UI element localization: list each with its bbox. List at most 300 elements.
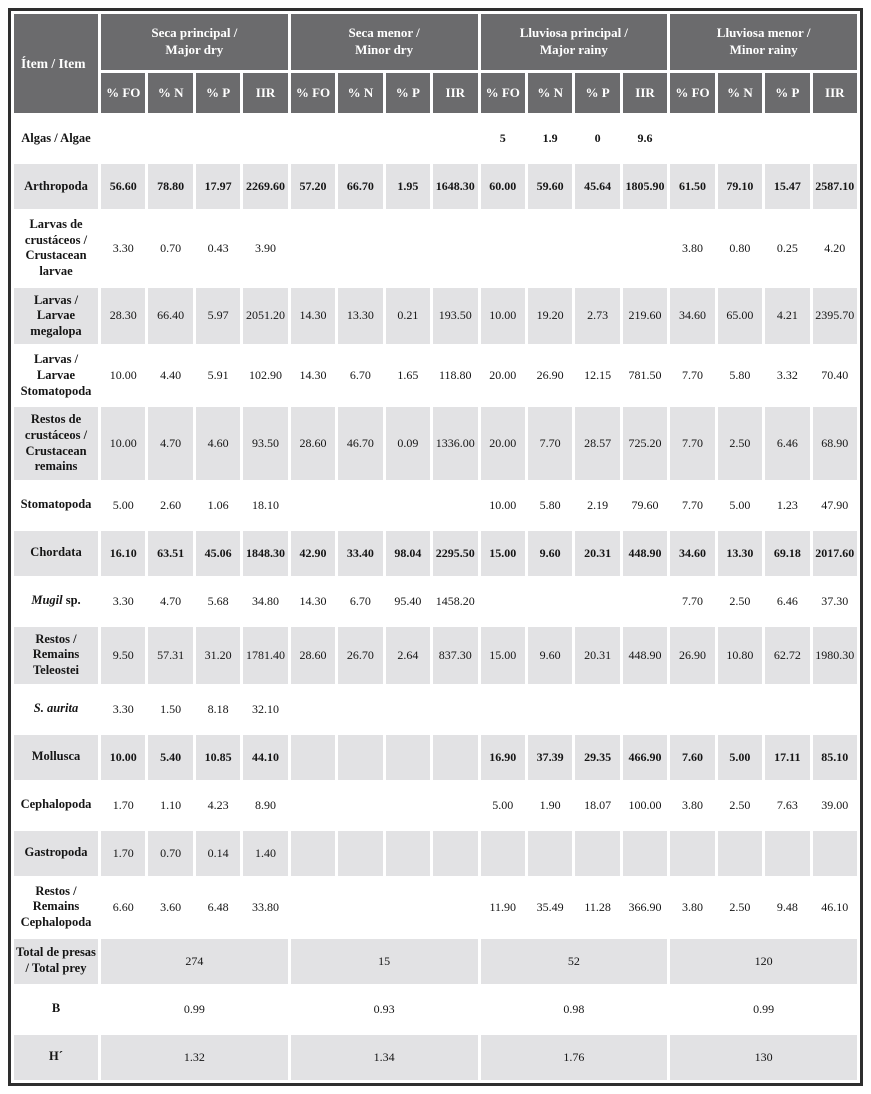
data-cell: 7.70 [670,483,714,528]
data-cell: 5.00 [101,483,145,528]
data-cell: 0.09 [386,407,430,480]
data-cell [623,579,667,624]
data-cell: 9.6 [623,116,667,161]
data-cell: 3.80 [670,879,714,936]
season-group-header [670,14,857,70]
item-label: Restos / Remains Teleostei [14,627,98,684]
data-cell [338,879,382,936]
merged-season-value: 0.93 [291,987,478,1032]
data-cell: 26.90 [528,347,572,404]
season-group-header [481,14,668,70]
data-cell: 28.57 [575,407,619,480]
data-cell: 10.00 [101,735,145,780]
data-cell: 2.64 [386,627,430,684]
merged-season-value: 0.99 [670,987,857,1032]
season-group-header [291,14,478,70]
data-cell: 1.50 [148,687,192,732]
data-cell: 2295.50 [433,531,477,576]
metric-column-header: % FO [291,73,335,113]
data-cell: 33.40 [338,531,382,576]
diet-table [8,8,863,1086]
data-cell: 1781.40 [243,627,287,684]
item-label: Restos de crustáceos / Crustacean remains [14,407,98,480]
metric-column-header: % N [338,73,382,113]
data-cell [575,579,619,624]
data-cell: 45.64 [575,164,619,209]
data-cell [528,687,572,732]
merged-season-value: 1.34 [291,1035,478,1080]
data-cell: 0.70 [148,212,192,285]
data-cell: 34.60 [670,531,714,576]
data-cell [148,116,192,161]
data-cell [623,831,667,876]
data-cell: 15.47 [765,164,809,209]
data-cell: 17.11 [765,735,809,780]
data-cell: 16.10 [101,531,145,576]
data-cell: 7.70 [670,579,714,624]
data-cell [575,687,619,732]
data-cell: 9.50 [101,627,145,684]
data-cell: 20.31 [575,627,619,684]
data-cell [765,687,809,732]
metric-column-header: IIR [243,73,287,113]
data-cell: 5.68 [196,579,240,624]
data-cell: 466.90 [623,735,667,780]
data-cell [338,212,382,285]
data-cell: 98.04 [386,531,430,576]
data-cell [291,483,335,528]
data-cell: 1648.30 [433,164,477,209]
data-cell [481,831,525,876]
data-cell: 1.70 [101,783,145,828]
item-label: Larvas / Larvae Stomatopoda [14,347,98,404]
data-cell: 781.50 [623,347,667,404]
data-cell: 16.90 [481,735,525,780]
data-cell: 1.10 [148,783,192,828]
data-cell: 1848.30 [243,531,287,576]
metric-column-header: % FO [670,73,714,113]
data-cell [291,831,335,876]
data-cell: 1.40 [243,831,287,876]
data-cell: 5.91 [196,347,240,404]
data-cell [670,687,714,732]
data-cell [481,687,525,732]
data-cell: 79.10 [718,164,762,209]
data-cell [433,783,477,828]
data-cell: 18.10 [243,483,287,528]
season-group-header-line: Major rainy [539,42,608,57]
table-row [14,831,857,876]
data-cell: 15.00 [481,531,525,576]
season-group-header-line: Lluviosa menor / [716,25,811,41]
data-cell: 5.00 [718,735,762,780]
data-cell: 2395.70 [813,288,857,345]
data-cell [670,831,714,876]
data-cell: 1.23 [765,483,809,528]
data-cell [386,735,430,780]
table-row [14,579,857,624]
season-group-header-line: Seca menor / [348,25,420,41]
data-cell: 6.48 [196,879,240,936]
data-cell [623,687,667,732]
item-label: Chordata [14,531,98,576]
data-cell: 10.00 [101,407,145,480]
data-cell [528,212,572,285]
table-row [14,288,857,345]
data-cell: 61.50 [670,164,714,209]
data-cell [718,831,762,876]
table-row [14,687,857,732]
item-label-italic-part: Mugil [31,593,63,608]
data-cell: 28.60 [291,627,335,684]
data-cell: 2.73 [575,288,619,345]
data-cell: 3.32 [765,347,809,404]
merged-season-value: 0.99 [101,987,288,1032]
data-cell: 4.70 [148,579,192,624]
item-label [14,687,98,732]
data-cell: 66.70 [338,164,382,209]
data-cell: 7.70 [670,347,714,404]
table-row [14,212,857,285]
metric-column-header: IIR [433,73,477,113]
data-cell: 4.70 [148,407,192,480]
data-cell: 28.60 [291,407,335,480]
data-cell [433,687,477,732]
data-cell [338,483,382,528]
data-cell: 78.80 [148,164,192,209]
data-cell: 3.30 [101,212,145,285]
data-cell: 95.40 [386,579,430,624]
item-label: Total de presas / Total prey [14,939,98,984]
data-cell [433,735,477,780]
data-cell [338,831,382,876]
data-cell [813,687,857,732]
data-cell: 79.60 [623,483,667,528]
data-cell: 100.00 [623,783,667,828]
data-cell: 5.40 [148,735,192,780]
table-row [14,879,857,936]
data-cell: 46.10 [813,879,857,936]
data-cell: 0.80 [718,212,762,285]
data-cell: 26.90 [670,627,714,684]
data-cell: 65.00 [718,288,762,345]
data-cell: 39.00 [813,783,857,828]
data-cell [196,116,240,161]
table-row [14,531,857,576]
data-cell: 1458.20 [433,579,477,624]
data-cell: 20.31 [575,531,619,576]
merged-season-value: 130 [670,1035,857,1080]
data-cell: 18.07 [575,783,619,828]
data-cell: 20.00 [481,347,525,404]
data-cell: 8.18 [196,687,240,732]
data-cell [386,116,430,161]
data-cell: 11.90 [481,879,525,936]
data-cell: 2.19 [575,483,619,528]
metric-column-header: % P [386,73,430,113]
metric-column-header: % N [718,73,762,113]
data-cell: 1.95 [386,164,430,209]
data-cell: 5.97 [196,288,240,345]
data-cell: 837.30 [433,627,477,684]
data-cell: 2051.20 [243,288,287,345]
data-cell: 37.39 [528,735,572,780]
data-cell: 4.21 [765,288,809,345]
data-cell [338,116,382,161]
metric-column-header: IIR [813,73,857,113]
data-cell: 4.23 [196,783,240,828]
data-cell [433,483,477,528]
merged-season-value: 1.76 [481,1035,668,1080]
data-cell: 42.90 [291,531,335,576]
metric-column-header: % FO [101,73,145,113]
data-cell [528,579,572,624]
data-cell: 2.50 [718,783,762,828]
data-cell: 11.28 [575,879,619,936]
data-cell: 1980.30 [813,627,857,684]
data-cell: 3.80 [670,212,714,285]
data-cell: 1336.00 [433,407,477,480]
merged-season-value: 52 [481,939,668,984]
merged-season-value: 120 [670,939,857,984]
data-cell [575,831,619,876]
data-cell: 9.60 [528,627,572,684]
data-cell [623,212,667,285]
item-label: Algas / Algae [14,116,98,161]
data-cell: 6.60 [101,879,145,936]
data-cell: 0.43 [196,212,240,285]
data-cell: 33.80 [243,879,287,936]
data-cell: 1805.90 [623,164,667,209]
merged-season-value: 274 [101,939,288,984]
data-cell: 6.70 [338,347,382,404]
metric-column-header: % P [575,73,619,113]
data-cell: 0.25 [765,212,809,285]
data-cell [386,483,430,528]
data-cell: 8.90 [243,783,287,828]
data-cell: 63.51 [148,531,192,576]
data-cell: 9.48 [765,879,809,936]
data-cell [338,783,382,828]
data-cell: 118.80 [433,347,477,404]
data-cell: 0.70 [148,831,192,876]
data-cell: 6.46 [765,407,809,480]
data-cell: 57.31 [148,627,192,684]
data-cell: 0.21 [386,288,430,345]
data-cell: 2.50 [718,407,762,480]
data-cell: 4.60 [196,407,240,480]
data-cell: 5.80 [718,347,762,404]
data-cell [386,212,430,285]
data-cell: 29.35 [575,735,619,780]
merged-season-value: 1.32 [101,1035,288,1080]
data-cell: 102.90 [243,347,287,404]
data-cell [433,116,477,161]
data-cell: 12.15 [575,347,619,404]
data-cell: 6.46 [765,579,809,624]
data-cell: 31.20 [196,627,240,684]
data-cell [386,831,430,876]
table-row [14,164,857,209]
item-label: Restos / Remains Cephalopoda [14,879,98,936]
data-cell: 68.90 [813,407,857,480]
table-row [14,407,857,480]
data-cell [433,831,477,876]
data-cell: 35.49 [528,879,572,936]
data-cell [765,831,809,876]
data-cell: 14.30 [291,579,335,624]
data-cell: 14.30 [291,288,335,345]
data-cell: 5.00 [481,783,525,828]
data-cell: 10.00 [101,347,145,404]
data-cell [386,783,430,828]
data-cell [101,116,145,161]
data-cell: 2.50 [718,879,762,936]
data-cell: 10.85 [196,735,240,780]
item-label: Larvas / Larvae megalopa [14,288,98,345]
data-cell: 93.50 [243,407,287,480]
data-cell [291,783,335,828]
item-label: H´ [14,1035,98,1080]
data-cell: 1.65 [386,347,430,404]
data-cell: 45.06 [196,531,240,576]
data-cell: 5.00 [718,483,762,528]
data-cell: 6.70 [338,579,382,624]
season-group-header-line: Seca principal / [151,25,238,41]
item-column-header: Ítem / Item [14,14,98,113]
table-header [14,14,857,113]
metric-column-header: % FO [481,73,525,113]
data-cell: 13.30 [338,288,382,345]
data-cell [338,735,382,780]
table-row [14,735,857,780]
data-cell: 5.80 [528,483,572,528]
data-cell [243,116,287,161]
data-cell: 0.14 [196,831,240,876]
table-row [14,627,857,684]
data-cell: 10.80 [718,627,762,684]
data-cell: 7.60 [670,735,714,780]
data-cell [765,116,809,161]
data-cell [433,212,477,285]
data-cell: 19.20 [528,288,572,345]
data-cell: 85.10 [813,735,857,780]
merged-season-value: 15 [291,939,478,984]
data-cell: 4.20 [813,212,857,285]
data-cell: 725.20 [623,407,667,480]
data-cell: 4.40 [148,347,192,404]
metric-column-header: % N [148,73,192,113]
table-row [14,783,857,828]
data-cell [291,212,335,285]
data-cell: 44.10 [243,735,287,780]
data-cell: 219.60 [623,288,667,345]
data-cell: 2587.10 [813,164,857,209]
data-cell: 2.60 [148,483,192,528]
item-label-part: sp. [62,593,81,608]
data-cell: 28.30 [101,288,145,345]
data-cell: 47.90 [813,483,857,528]
table-row [14,347,857,404]
data-cell: 66.40 [148,288,192,345]
table-row [14,116,857,161]
item-label: Gastropoda [14,831,98,876]
merged-season-value: 0.98 [481,987,668,1032]
data-cell: 3.80 [670,783,714,828]
item-label [14,579,98,624]
data-cell [291,116,335,161]
item-label: B [14,987,98,1032]
data-cell [718,687,762,732]
data-cell: 57.20 [291,164,335,209]
data-cell: 1.9 [528,116,572,161]
data-cell: 60.00 [481,164,525,209]
data-cell: 3.90 [243,212,287,285]
item-label-italic-part: S. aurita [33,701,79,716]
data-cell: 0 [575,116,619,161]
data-cell: 46.70 [338,407,382,480]
data-cell: 62.72 [765,627,809,684]
data-cell [813,831,857,876]
item-label: Larvas de crustáceos / Crustacean larvae [14,212,98,285]
data-cell: 7.63 [765,783,809,828]
data-cell: 1.90 [528,783,572,828]
data-cell [528,831,572,876]
data-cell [433,879,477,936]
data-cell: 13.30 [718,531,762,576]
data-cell: 59.60 [528,164,572,209]
data-cell: 366.90 [623,879,667,936]
season-group-header-line: Major dry [165,42,224,57]
data-cell: 2017.60 [813,531,857,576]
data-cell: 193.50 [433,288,477,345]
data-cell: 34.60 [670,288,714,345]
data-cell: 37.30 [813,579,857,624]
table-row [14,1035,857,1080]
data-cell [291,687,335,732]
metric-column-header: % N [528,73,572,113]
data-cell: 3.30 [101,687,145,732]
data-cell: 448.90 [623,627,667,684]
data-cell: 7.70 [670,407,714,480]
data-cell [291,879,335,936]
metric-column-header: % P [765,73,809,113]
data-cell [338,687,382,732]
data-cell: 32.10 [243,687,287,732]
season-group-header-line: Lluviosa principal / [519,25,629,41]
data-cell: 2.50 [718,579,762,624]
table-row [14,987,857,1032]
table-row [14,939,857,984]
data-cell [386,687,430,732]
metric-column-header: % P [196,73,240,113]
data-cell [813,116,857,161]
data-cell: 9.60 [528,531,572,576]
data-cell [718,116,762,161]
table-body [14,116,857,1080]
data-cell: 56.60 [101,164,145,209]
data-cell: 20.00 [481,407,525,480]
data-cell: 448.90 [623,531,667,576]
season-group-header-line: Minor rainy [729,42,798,57]
data-cell: 15.00 [481,627,525,684]
data-cell: 14.30 [291,347,335,404]
data-cell [291,735,335,780]
data-cell [481,212,525,285]
data-cell: 3.60 [148,879,192,936]
item-label: Cephalopoda [14,783,98,828]
item-label: Arthropoda [14,164,98,209]
